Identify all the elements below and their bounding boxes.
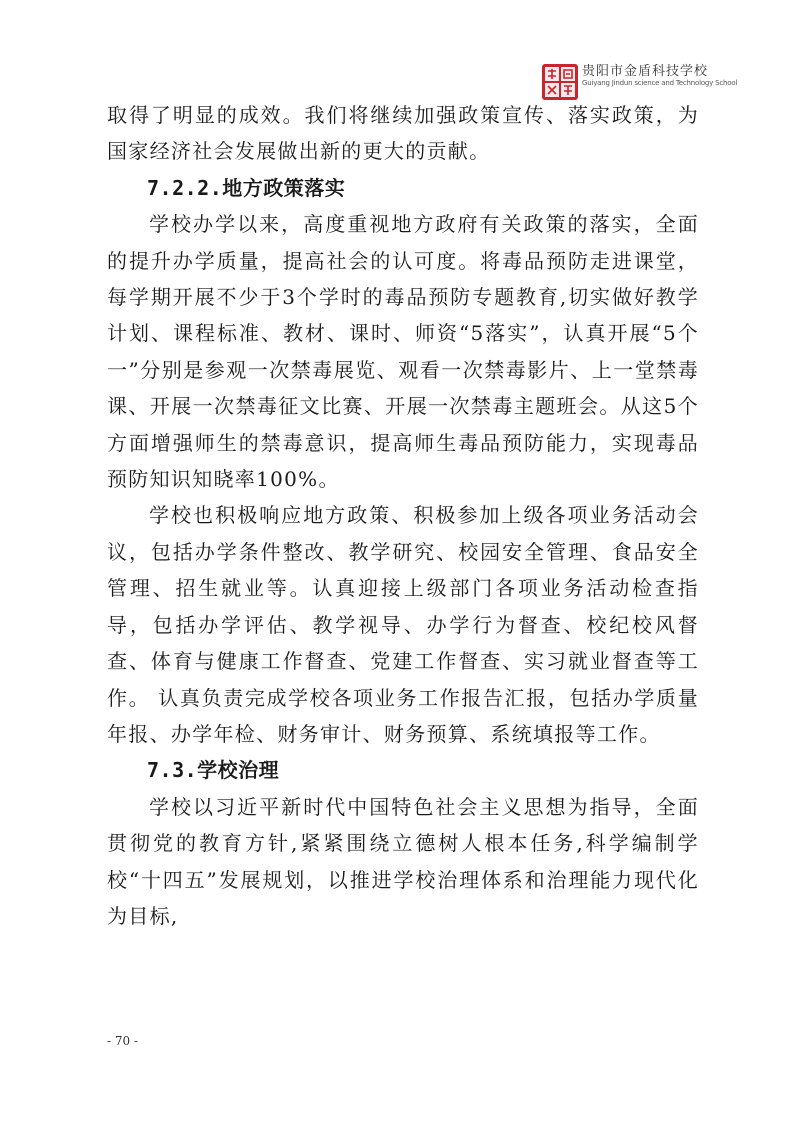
paragraph-continued: 取得了明显的成效。我们将继续加强政策宣传、落实政策，为国家经济社会发展做出新的更大的贡献。 <box>107 103 699 164</box>
page-number: - 70 - <box>107 1034 139 1048</box>
document-body <box>107 97 699 934</box>
section-heading-7-3: 7.3.学校治理 <box>147 758 280 783</box>
school-name-cn: 贵阳市金盾科技学校 <box>582 64 709 79</box>
school-name-en: Guiyang Jindun science and Technology School <box>582 79 738 87</box>
paragraph-school-governance: 学校以习近平新时代中国特色社会主义思想为指导，全面贯彻党的教育方针,紧紧围绕立德树人根本任务,科学编制学校“十四五”发展规划，以推进学校治理体系和治理能力现代化为目标, <box>107 794 699 928</box>
paragraph-drug-prevention: 学校办学以来，高度重视地方政府有关政策的落实，全面的提升办学质量，提高社会的认可度。将毒品预防走进课堂，每学期开展不少于3个学时的毒品预防专题教育,切实做好教学计划、课程标准、教材、课时、师资“5落实”，认真开展“5个一”分别是参观一次禁毒展览、观看一次禁毒影片、上一堂禁毒课、开展一次禁毒征文比赛、开展一次禁毒主题班会。从这5个方面增强师生的禁毒意识，提高师生毒品预防能力，实现毒品预防知识知晓率100%。 <box>107 212 699 492</box>
school-seal-logo <box>542 64 578 100</box>
section-heading-7-2-2: 7.2.2.地方政策落实 <box>147 175 346 200</box>
paragraph-local-policy: 学校也积极响应地方政策、积极参加上级各项业务活动会议，包括办学条件整改、教学研究、校园安全管理、食品安全管理、招生就业等。认真迎接上级部门各项业务活动检查指导，包括办学评估、教学视导、办学行为督查、校纪校风督查、体育与健康工作督查、党建工作督查、实习就业督查等工作。 认真负责完成学校各项业务工作报告汇报，包括办学质量年报、办学年检、财务审计、财务预算、系统填报等工作。 <box>107 503 699 746</box>
